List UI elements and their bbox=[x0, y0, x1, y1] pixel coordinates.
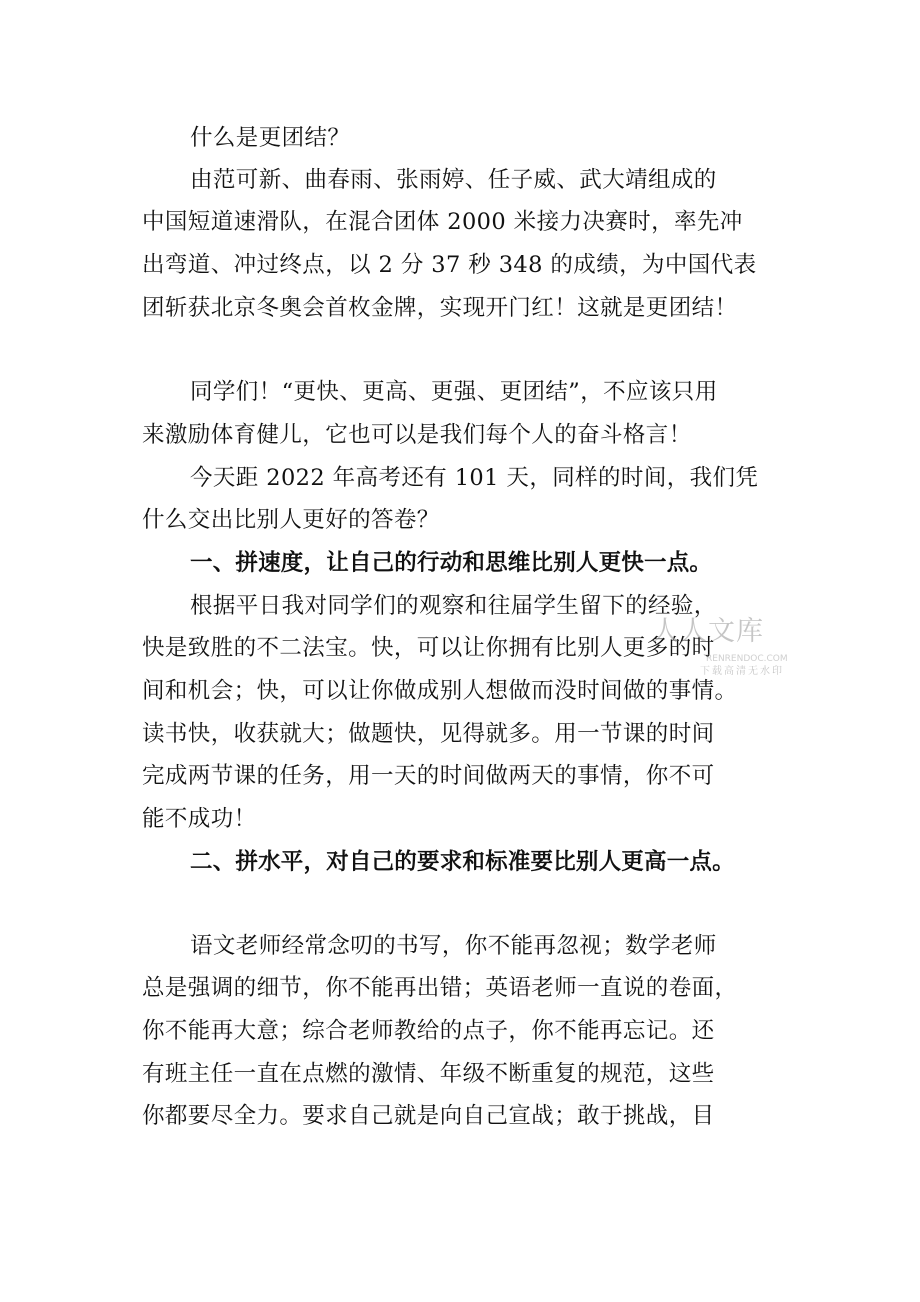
paragraph-line: 今天距 2022 年高考还有 101 天，同样的时间，我们凭 bbox=[190, 465, 759, 491]
paragraph-line: 什么是更团结？ bbox=[190, 125, 351, 151]
paragraph-line: 根据平日我对同学们的观察和往届学生留下的经验， bbox=[190, 593, 717, 619]
paragraph-line: 完成两节课的任务，用一天的时间做两天的事情，你不可 bbox=[142, 763, 715, 789]
section-heading-speed: 一、拼速度，让自己的行动和思维比别人更快一点。 bbox=[190, 550, 713, 576]
paragraph-line: 团斩获北京冬奥会首枚金牌，实现开门红！这就是更团结！ bbox=[142, 295, 738, 321]
paragraph-line: 总是强调的细节，你不能再出错；英语老师一直说的卷面， bbox=[142, 975, 738, 1001]
paragraph-line: 出弯道、冲过终点，以 2 分 37 秒 348 的成绩，为中国代表 bbox=[142, 252, 757, 278]
paragraph-line: 来激励体育健儿，它也可以是我们每个人的奋斗格言！ bbox=[142, 422, 692, 448]
watermark-url: RENRENDOC.COM bbox=[706, 654, 788, 664]
watermark-subtitle: 下载高清无水印 bbox=[700, 666, 784, 677]
section-heading-level: 二、拼水平，对自己的要求和标准要比别人更高一点。 bbox=[190, 849, 735, 875]
watermark-title: 人人文库 bbox=[652, 616, 764, 647]
paragraph-line: 能不成功！ bbox=[142, 806, 257, 832]
paragraph-line: 什么交出比别人更好的答卷？ bbox=[142, 507, 440, 533]
paragraph-line: 读书快，收获就大；做题快，见得就多。用一节课的时间 bbox=[142, 721, 715, 747]
paragraph-line: 你不能再大意；综合老师教给的点子，你不能再忘记。还 bbox=[142, 1018, 715, 1044]
paragraph-line: 由范可新、曲春雨、张雨婷、任子威、武大靖组成的 bbox=[190, 167, 717, 193]
paragraph-line: 有班主任一直在点燃的激情、年级不断重复的规范，这些 bbox=[142, 1061, 715, 1087]
paragraph-line: 间和机会；快，可以让你做成别人想做而没时间做的事情。 bbox=[142, 678, 738, 704]
paragraph-line: 同学们！“更快、更高、更强、更团结”，不应该只用 bbox=[190, 379, 718, 405]
paragraph-line: 语文老师经常念叨的书写，你不能再忽视；数学老师 bbox=[190, 933, 717, 959]
paragraph-line: 快是致胜的不二法宝。快，可以让你拥有比别人更多的时 bbox=[142, 635, 715, 661]
paragraph-line: 你都要尽全力。要求自己就是向自己宣战；敢于挑战，目 bbox=[142, 1103, 715, 1129]
paragraph-line: 中国短道速滑队，在混合团体 2000 米接力决赛时，率先冲 bbox=[142, 209, 743, 235]
